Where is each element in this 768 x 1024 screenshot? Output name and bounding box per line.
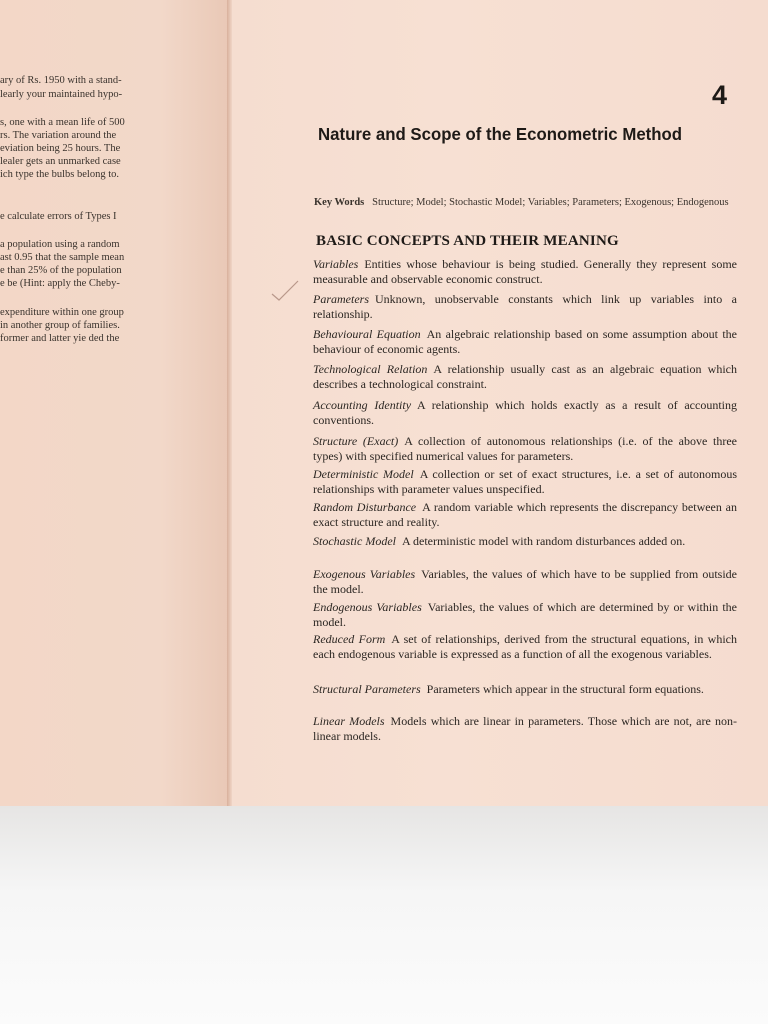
definition-item [313,682,737,697]
definition-term: Random Disturbance [313,500,417,514]
left-page-line: former and latter yie ded the [0,333,120,344]
definition-text: Variables, the values of which are determined by or within the model. [313,600,737,629]
definition-term: Accounting Identity [313,398,412,412]
pencil-checkmark-icon [270,278,300,304]
left-page-line: e than 25% of the population [0,265,122,276]
left-page-line: e be (Hint: apply the Cheby- [0,278,120,289]
definition-text: A collection of autonomous relationships (i.e. of the above three types) with specified numerical values for parameters. [313,434,737,463]
definition-term: Endogenous Variables [313,600,422,614]
definition-item [313,362,737,392]
definition-item [313,398,737,428]
left-page-line: rs. The variation around the [0,130,117,141]
table-surface [0,806,768,1024]
definition-text: Models which are linear in parameters. Those which are not, are non-linear models. [313,714,737,743]
definition-item [313,534,737,549]
definition-item [313,257,737,287]
definition-term: Structure (Exact) [313,434,399,448]
definition-item [313,567,737,597]
key-words [314,196,740,209]
definition-text: Unknown, unobservable constants which link up variables into a relationship. [313,292,737,321]
definition-term: Reduced Form [313,632,386,646]
definition-term: Behavioural Equation [313,327,421,341]
left-page-line: ich type the bulbs belong to. [0,169,119,180]
definition-term: Exogenous Variables [313,567,416,581]
key-words-label: Key Words [314,197,365,208]
left-page-line: eviation being 25 hours. The [0,143,121,154]
definition-term: Technological Relation [313,362,428,376]
left-page-line: ary of Rs. 1950 with a stand- [0,75,122,86]
chapter-number: 4 [712,80,728,110]
definition-item [313,434,737,464]
left-page-line: learly your maintained hypo- [0,89,123,100]
left-page-line: in another group of families. [0,320,120,331]
key-words-text: Structure; Model; Stochastic Model; Variables; Parameters; Exogenous; Endogenous [372,197,729,208]
definition-text: Parameters which appear in the structural form equations. [426,682,704,696]
definition-item [313,632,737,662]
left-page-line: expenditure within one group [0,307,124,318]
left-page-line: e calculate errors of Types I [0,211,117,222]
definition-term: Parameters [313,292,369,306]
left-page-line: s, one with a mean life of 500 [0,117,125,128]
definition-term: Structural Parameters [313,682,421,696]
definition-text: Variables, the values of which have to be supplied from outside the model. [313,567,737,596]
left-page-line: ast 0.95 that the sample mean [0,252,125,263]
definition-text: A deterministic model with random disturbances added on. [401,534,686,548]
definition-text: A relationship which holds exactly as a result of accounting conventions. [313,398,737,427]
definition-text: A random variable which represents the discrepancy between an exact structure and reality. [313,500,738,529]
definition-item [313,600,737,630]
definition-text: An algebraic relationship based on some assumption about the behaviour of economic agents. [313,327,737,356]
definition-term: Variables [313,257,359,271]
definition-item [313,714,737,744]
definition-text: A set of relationships, derived from the structural equations, in which each endogenous variable is expressed as a function of all the exogenous variables. [313,632,737,661]
left-page-line: lealer gets an unmarked case [0,156,121,167]
definition-text: Entities whose behaviour is being studied. Generally they represent some measurable and observable economic construct. [313,257,737,286]
definition-item [313,467,737,497]
left-page [0,0,229,806]
left-page-line: a population using a random [0,239,120,250]
definition-text: A relationship usually cast as an algebraic equation which describes a technological constraint. [313,362,737,391]
definition-text: A collection or set of exact structures, i.e. a set of autonomous relationships with parameter values unspecified. [313,467,737,496]
definition-term: Deterministic Model [313,467,414,481]
definition-item [313,327,737,357]
section-heading: BASIC CONCEPTS AND THEIR MEANING [316,233,619,249]
definition-term: Linear Models [313,714,385,728]
definition-item [313,500,737,530]
chapter-title: Nature and Scope of the Econometric Method [318,124,683,144]
definition-term: Stochastic Model [313,534,396,548]
definition-item [313,292,737,322]
